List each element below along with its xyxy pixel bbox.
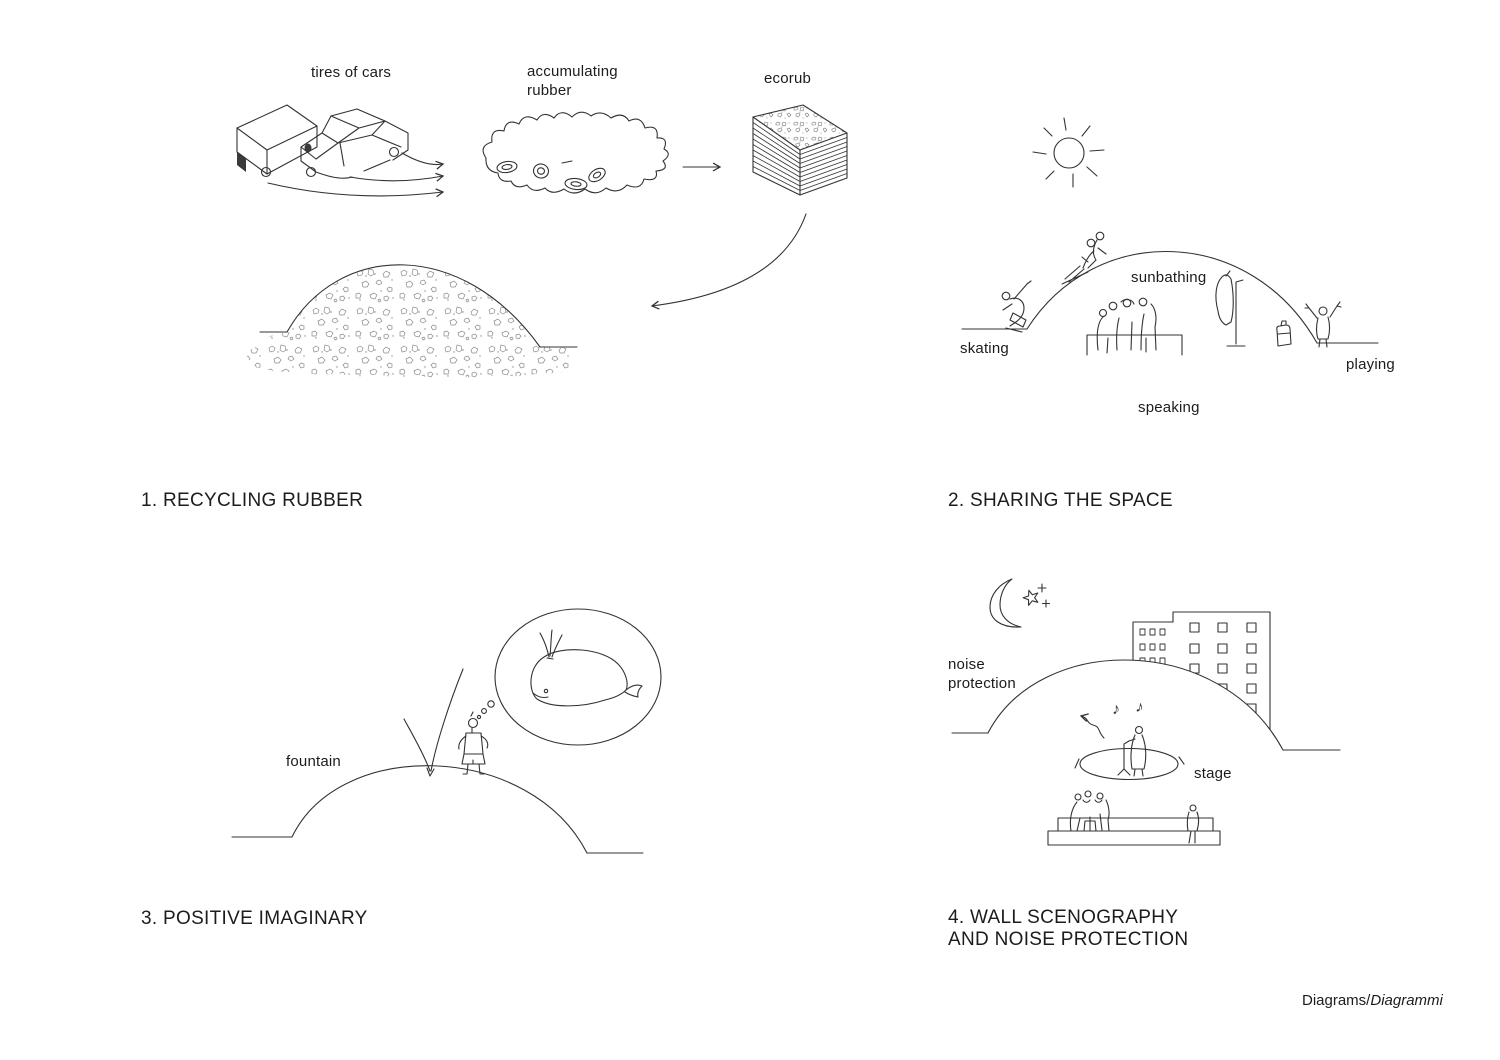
skater-figure	[1002, 281, 1031, 332]
cloud-outline	[483, 112, 668, 193]
caption-regular: Diagrams/	[1302, 992, 1371, 1009]
rubber-cloud-sketch	[483, 112, 668, 193]
sparkle-icons	[1038, 584, 1050, 607]
stage-edge-ticks	[1075, 757, 1184, 768]
stage-ellipse	[1080, 749, 1178, 780]
thought-bubble-large	[495, 609, 661, 745]
coat-outline	[1216, 271, 1233, 325]
ecorub-block-sketch	[753, 105, 847, 195]
dome-profile	[232, 766, 643, 853]
panel4-title	[948, 907, 1188, 950]
panel4-title-line1: 4. WALL SCENOGRAPHY	[948, 907, 1179, 928]
seated-person-figure	[1187, 805, 1198, 843]
label-ecorub: ecorub	[764, 70, 812, 87]
label-noise-protection	[948, 655, 1016, 693]
tire-2	[532, 162, 550, 179]
playing-child-figure	[1305, 302, 1341, 347]
thought-bubbles	[477, 609, 661, 745]
panel1-title: 1. RECYCLING RUBBER	[141, 490, 364, 511]
coat-pole	[1227, 280, 1245, 346]
dome-profile	[962, 252, 1378, 343]
sunbathers-figure	[1062, 232, 1106, 284]
child-figure	[459, 712, 488, 774]
label-accumulating-rubber	[527, 62, 618, 100]
label-noise-line2: protection	[948, 675, 1016, 692]
tire-4	[586, 166, 607, 185]
panel2-sharing-diagram	[962, 118, 1378, 355]
coat-rack-figure	[1216, 271, 1245, 346]
bag-sketch	[1277, 321, 1291, 346]
bench-group-figure	[1070, 791, 1109, 831]
caption-italic: Diagrammi	[1370, 992, 1443, 1009]
sheet-caption	[1302, 992, 1443, 1009]
tire-3	[564, 177, 587, 190]
music-note-icon: ♪	[1112, 701, 1120, 718]
panel3-imaginary-diagram	[232, 609, 661, 853]
van-wheel	[262, 168, 271, 177]
fountain-jets	[404, 669, 463, 776]
label-fountain: fountain	[286, 753, 341, 770]
panel3-title: 3. POSITIVE IMAGINARY	[141, 908, 368, 929]
rubber-mound-sketch	[247, 265, 578, 378]
label-sunbathing: sunbathing	[1131, 269, 1207, 286]
tire-1	[496, 160, 517, 174]
panel4-scenography-diagram	[952, 579, 1340, 845]
label-skating: skating	[960, 340, 1009, 357]
mound-speckle-fill	[247, 265, 578, 378]
moon-icon	[990, 579, 1021, 627]
speaking-rail	[1087, 335, 1182, 355]
label-accumulating-line1: accumulating	[527, 63, 618, 80]
label-playing: playing	[1346, 356, 1395, 373]
panel4-title-line2: AND NOISE PROTECTION	[948, 928, 1189, 950]
music-note-icon: ♪	[1134, 698, 1145, 717]
speaking-group-figure	[1087, 298, 1182, 355]
block-to-mound-arrow	[652, 214, 806, 306]
label-stage: stage	[1194, 765, 1232, 782]
whale-sketch	[531, 630, 642, 706]
sun-icon	[1033, 118, 1104, 187]
small-building-windows	[1140, 629, 1165, 664]
panel1-recycling-diagram	[237, 105, 847, 378]
label-noise-line1: noise	[948, 656, 985, 673]
mic-stand	[1118, 741, 1130, 775]
panel2-title: 2. SHARING THE SPACE	[948, 490, 1173, 511]
label-speaking: speaking	[1138, 399, 1200, 416]
cloud-dash	[562, 161, 572, 163]
bench-scene	[1048, 791, 1220, 845]
label-tires-of-cars: tires of cars	[311, 64, 392, 81]
ecorub-top-face	[753, 105, 847, 150]
label-accumulating-line2: rubber	[527, 82, 572, 99]
whale-eye	[544, 689, 547, 692]
sedan-rear-wheel	[390, 148, 399, 157]
van-sketch	[237, 105, 317, 177]
star-icon	[1022, 588, 1041, 606]
night-sky	[990, 579, 1050, 627]
whale-spout	[540, 630, 562, 659]
